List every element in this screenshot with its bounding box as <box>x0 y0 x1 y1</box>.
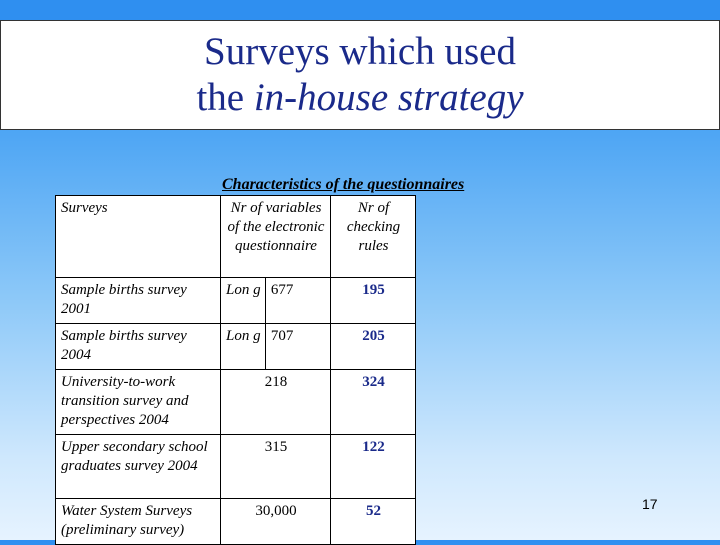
header-surveys: Surveys <box>56 196 221 278</box>
page-number: 17 <box>642 496 658 512</box>
row-rules: 324 <box>331 370 416 435</box>
title-line-1: Surveys which used <box>204 30 516 73</box>
table-caption: Characteristics of the questionnaires <box>222 176 465 193</box>
row-variables: 218 <box>221 370 331 435</box>
row-variables: 315 <box>221 435 331 499</box>
header-rules: Nr of checking rules <box>331 196 416 278</box>
table-row <box>56 324 416 370</box>
row-variables: 707 <box>265 324 330 370</box>
title-line-2-italic: in-house strategy <box>253 76 524 119</box>
row-variables: 30,000 <box>221 499 331 545</box>
row-survey-name: Sample births survey 2004 <box>56 324 221 370</box>
row-survey-name: Water System Surveys (preliminary survey) <box>56 499 221 545</box>
title-line-2 <box>1 75 719 121</box>
top-strip <box>0 0 720 20</box>
table-row <box>56 278 416 324</box>
row-rules: 195 <box>331 278 416 324</box>
title-line-2-plain: the <box>196 76 254 119</box>
row-survey-name: Sample births survey 2001 <box>56 278 221 324</box>
row-prefix: Lon g <box>221 278 266 324</box>
header-variables: Nr of variables of the electronic questionnaire <box>221 196 331 278</box>
table-row <box>56 435 416 499</box>
row-prefix: Lon g <box>221 324 266 370</box>
table-row <box>56 499 416 545</box>
table-row <box>56 370 416 435</box>
table-header-row <box>56 196 416 278</box>
row-variables: 677 <box>265 278 330 324</box>
row-rules: 122 <box>331 435 416 499</box>
row-survey-name: Upper secondary school graduates survey 2004 <box>56 435 221 499</box>
row-rules: 52 <box>331 499 416 545</box>
title-box <box>0 20 720 130</box>
row-rules: 205 <box>331 324 416 370</box>
row-survey-name: University-to-work transition survey and perspectives 2004 <box>56 370 221 435</box>
questionnaire-table <box>55 195 416 545</box>
